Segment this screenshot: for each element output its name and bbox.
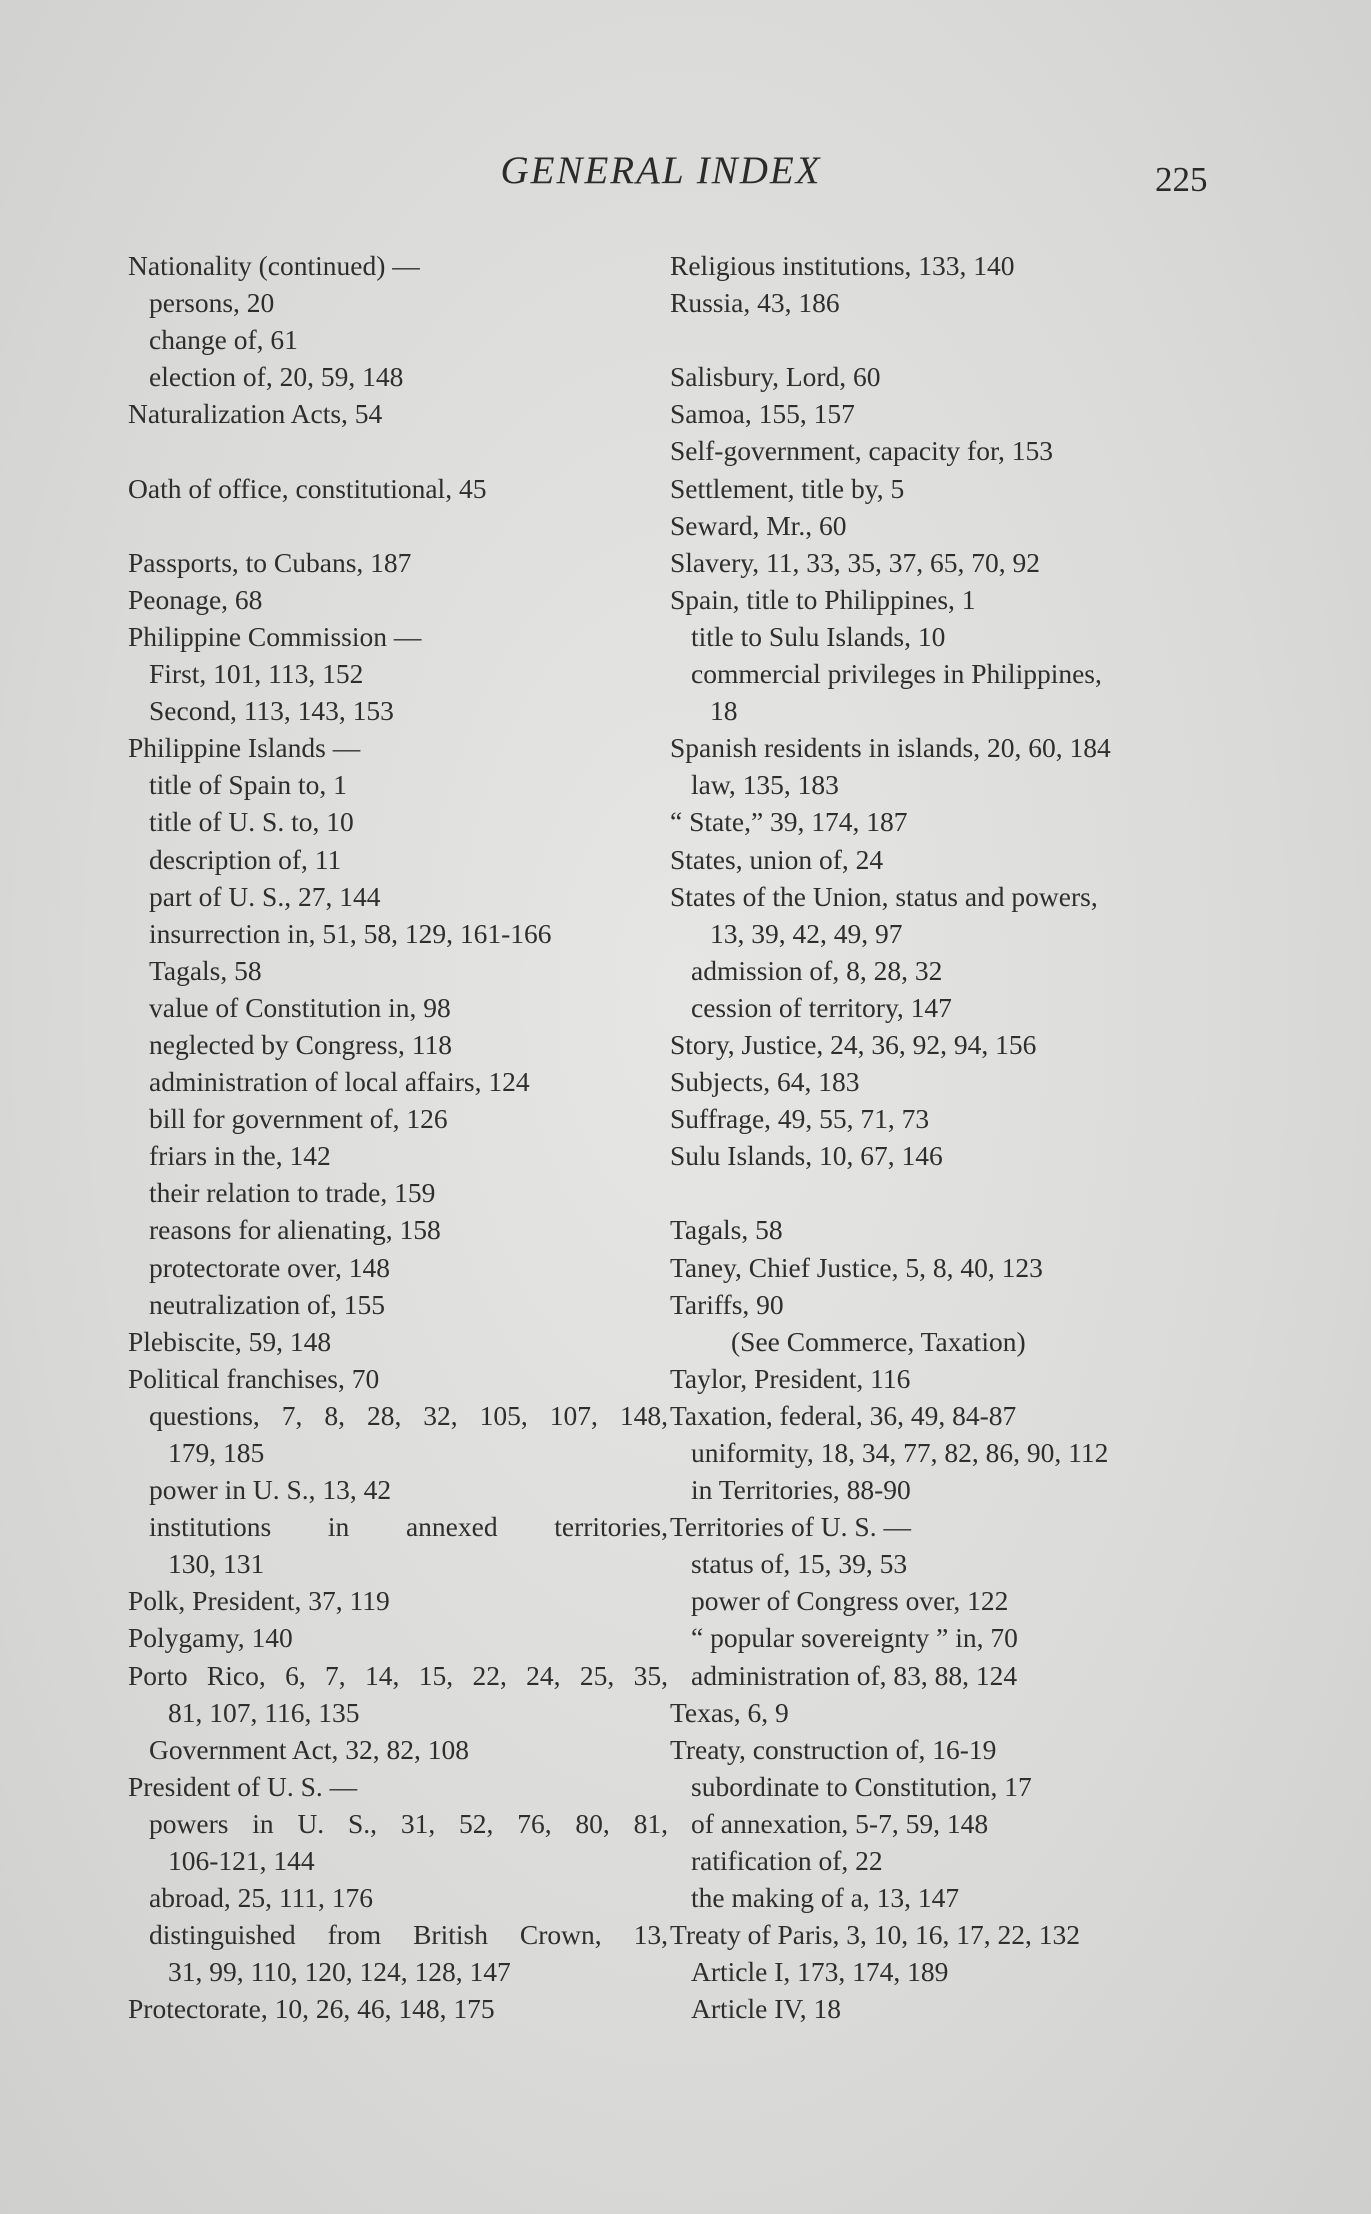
index-subentry: commercial privileges in Philippines, xyxy=(691,658,1102,690)
index-subentry: value of Constitution in, 98 xyxy=(149,991,451,1023)
index-subentry: Government Act, 32, 82, 108 xyxy=(149,1733,470,1765)
index-entry: Philippine Commission — xyxy=(128,620,422,652)
index-entry: “ State,” 39, 174, 187 xyxy=(670,806,908,838)
index-subentry: neglected by Congress, 118 xyxy=(149,1028,452,1060)
index-subentry: administration of local affairs, 124 xyxy=(149,1066,530,1098)
index-entry: Treaty, construction of, 16-19 xyxy=(670,1733,997,1765)
index-spacer xyxy=(128,432,668,469)
index-subentry: “ popular sovereignty ” in, 70 xyxy=(691,1622,1018,1654)
index-subentry: change of, 61 xyxy=(149,324,298,356)
index-subentry: of annexation, 5-7, 59, 148 xyxy=(691,1807,989,1839)
index-subentry: admission of, 8, 28, 32 xyxy=(691,954,943,986)
index-subentry: Second, 113, 143, 153 xyxy=(149,695,394,727)
index-entry: Polygamy, 140 xyxy=(128,1622,293,1654)
index-entry: Spain, title to Philippines, 1 xyxy=(670,583,976,615)
index-subentry: Article I, 173, 174, 189 xyxy=(691,1956,949,1988)
index-subentry: 130, 131 xyxy=(168,1548,265,1580)
index-subentry: administration of, 83, 88, 124 xyxy=(691,1659,1018,1691)
index-entry: Spanish residents in islands, 20, 60, 184 xyxy=(670,732,1111,764)
index-entry: Slavery, 11, 33, 35, 37, 65, 70, 92 xyxy=(670,546,1040,578)
index-subentry: bill for government of, 126 xyxy=(149,1103,448,1135)
index-subentry: uniformity, 18, 34, 77, 82, 86, 90, 112 xyxy=(691,1437,1109,1468)
index-entry: Story, Justice, 24, 36, 92, 94, 156 xyxy=(670,1028,1037,1060)
index-subentry: 106-121, 144 xyxy=(168,1845,315,1877)
index-subentry: Article IV, 18 xyxy=(691,1993,841,2025)
index-entry: Peonage, 68 xyxy=(128,583,263,615)
index-entry: Tagals, 58 xyxy=(670,1214,783,1246)
index-subentry: description of, 11 xyxy=(149,843,342,875)
index-entry: Passports, to Cubans, 187 xyxy=(128,546,412,578)
index-subentry: power of Congress over, 122 xyxy=(691,1585,1009,1617)
index-subentry: friars in the, 142 xyxy=(149,1140,331,1172)
index-subentry: part of U. S., 27, 144 xyxy=(149,880,381,912)
index-entry: Self-government, capacity for, 153 xyxy=(670,435,1053,467)
index-subentry: reasons for alienating, 158 xyxy=(149,1214,441,1246)
index-subentry: the making of a, 13, 147 xyxy=(691,1882,960,1914)
index-column-left xyxy=(128,247,668,2028)
index-entry: Taxation, federal, 36, 49, 84-87 xyxy=(670,1399,1017,1431)
index-subentry: powers in U. S., 31, 52, 76, 80, 81, xyxy=(149,1807,668,1839)
index-entry: States of the Union, status and powers, xyxy=(670,880,1098,912)
index-entry: Naturalization Acts, 54 xyxy=(128,398,383,430)
index-subentry: Tagals, 58 xyxy=(149,954,262,986)
index-subentry: institutions in annexed territories, xyxy=(149,1511,668,1543)
index-spacer xyxy=(670,321,1230,358)
index-subentry: power in U. S., 13, 42 xyxy=(149,1474,392,1506)
index-entry: Polk, President, 37, 119 xyxy=(128,1585,390,1617)
index-entry: Plebiscite, 59, 148 xyxy=(128,1325,332,1357)
index-subentry: insurrection in, 51, 58, 129, 161-166 xyxy=(149,917,552,949)
index-entry: Salisbury, Lord, 60 xyxy=(670,361,881,393)
index-entry: Protectorate, 10, 26, 46, 148, 175 xyxy=(128,1993,495,2025)
index-subentry: title to Sulu Islands, 10 xyxy=(691,620,946,652)
index-entry: States, union of, 24 xyxy=(670,843,884,875)
index-subentry: law, 135, 183 xyxy=(691,769,839,801)
index-subentry: 179, 185 xyxy=(168,1437,265,1468)
index-subentry: in Territories, 88-90 xyxy=(691,1474,911,1506)
index-entry: Subjects, 64, 183 xyxy=(670,1066,860,1098)
index-entry: Nationality (continued) — xyxy=(128,250,420,281)
index-entry: Settlement, title by, 5 xyxy=(670,472,905,504)
index-subentry: election of, 20, 59, 148 xyxy=(149,361,404,393)
index-entry: Taney, Chief Justice, 5, 8, 40, 123 xyxy=(670,1251,1043,1283)
index-entry: Sulu Islands, 10, 67, 146 xyxy=(670,1140,943,1172)
index-subentry: protectorate over, 148 xyxy=(149,1251,390,1283)
index-entry: Taylor, President, 116 xyxy=(670,1362,911,1394)
index-column-right xyxy=(670,247,1230,2028)
page-number: 225 xyxy=(1155,160,1208,199)
index-subentry: questions, 7, 8, 28, 32, 105, 107, 148, xyxy=(149,1399,668,1431)
index-subentry: cession of territory, 147 xyxy=(691,991,952,1023)
index-subentry: ratification of, 22 xyxy=(691,1845,883,1877)
index-entry: Russia, 43, 186 xyxy=(670,287,840,319)
index-entry: Territories of U. S. — xyxy=(670,1511,911,1543)
index-subentry: 31, 99, 110, 120, 124, 128, 147 xyxy=(168,1956,511,1988)
index-spacer xyxy=(670,1174,1230,1211)
index-subentry: neutralization of, 155 xyxy=(149,1288,385,1320)
index-entry: Religious institutions, 133, 140 xyxy=(670,250,1015,281)
index-entry: Seward, Mr., 60 xyxy=(670,509,847,541)
page-title: GENERAL INDEX xyxy=(500,149,822,192)
index-subentry: title of U. S. to, 10 xyxy=(149,806,354,838)
index-entry: Oath of office, constitutional, 45 xyxy=(128,472,487,504)
index-subentry: status of, 15, 39, 53 xyxy=(691,1548,908,1580)
index-entry: Samoa, 155, 157 xyxy=(670,398,855,430)
index-subentry: persons, 20 xyxy=(149,287,275,319)
index-entry: Suffrage, 49, 55, 71, 73 xyxy=(670,1103,930,1135)
index-subentry: 13, 39, 42, 49, 97 xyxy=(710,917,903,949)
index-entry: Tariffs, 90 xyxy=(670,1288,784,1320)
index-entry: Political franchises, 70 xyxy=(128,1362,380,1394)
index-subentry: distinguished from British Crown, 13, xyxy=(149,1919,668,1951)
index-entry: Texas, 6, 9 xyxy=(670,1696,789,1728)
index-subentry: (See Commerce, Taxation) xyxy=(731,1325,1026,1357)
index-subentry: subordinate to Constitution, 17 xyxy=(691,1770,1032,1802)
index-entry: Porto Rico, 6, 7, 14, 15, 22, 24, 25, 35, xyxy=(128,1659,668,1691)
index-subentry: title of Spain to, 1 xyxy=(149,769,347,801)
index-entry: President of U. S. — xyxy=(128,1770,358,1802)
index-subentry: 81, 107, 116, 135 xyxy=(168,1696,360,1728)
index-entry: Philippine Islands — xyxy=(128,732,361,764)
index-subentry: 18 xyxy=(710,695,738,727)
index-subentry: their relation to trade, 159 xyxy=(149,1177,436,1209)
index-subentry: First, 101, 113, 152 xyxy=(149,658,364,690)
index-entry: Treaty of Paris, 3, 10, 16, 17, 22, 132 xyxy=(670,1919,1080,1951)
index-subentry: abroad, 25, 111, 176 xyxy=(149,1882,374,1914)
index-spacer xyxy=(128,507,668,544)
